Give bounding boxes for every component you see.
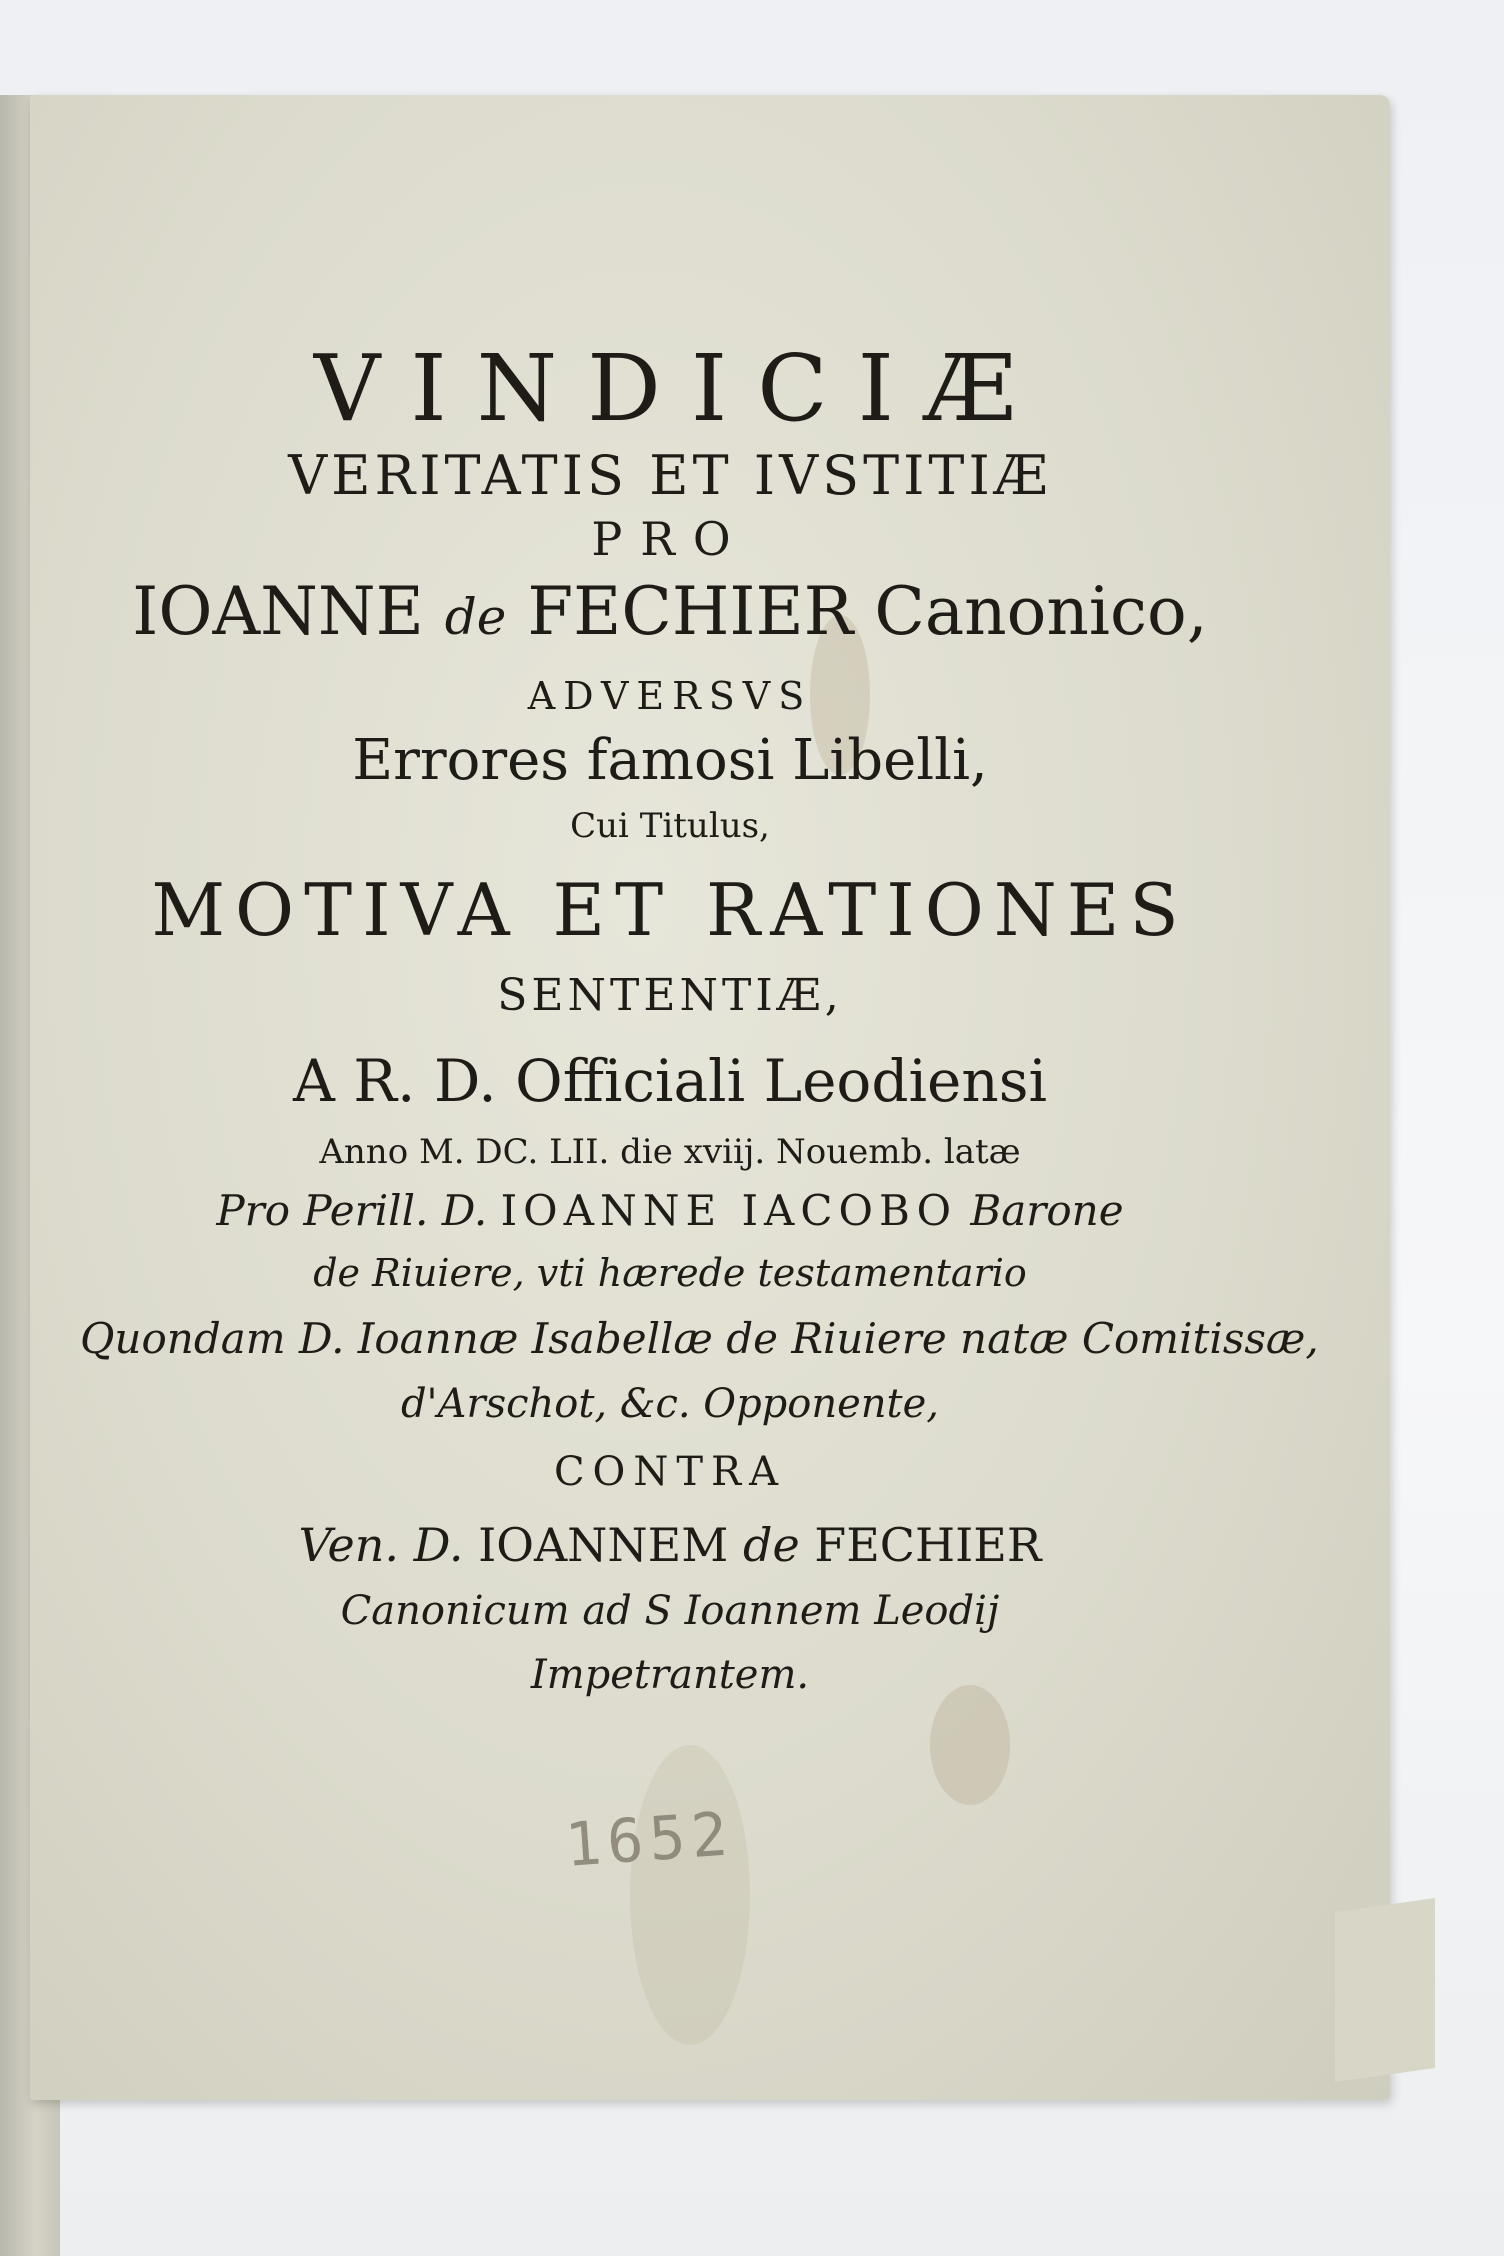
cui-titulus-line: Cui Titulus, xyxy=(570,806,770,846)
name-de: de xyxy=(444,588,507,646)
name-rest: FECHIER Canonico, xyxy=(527,573,1208,650)
riuiere-line: de Riuiere, vti hærede testamentario xyxy=(313,1251,1027,1295)
torn-page-corner xyxy=(1335,1898,1435,2082)
canonicum-line: Canonicum ad S Ioannem Leodij xyxy=(340,1588,1000,1634)
subtitle: VERITATIS ET IVSTITIÆ xyxy=(288,444,1052,507)
ven-a: Ven. D. xyxy=(298,1518,464,1572)
stain xyxy=(630,1745,750,2045)
title-text-block xyxy=(60,335,1319,1708)
impetrantem-line: Impetrantem. xyxy=(530,1652,810,1698)
title-page xyxy=(30,95,1390,2100)
handwritten-year: 1652 xyxy=(562,1799,736,1881)
pro-perill-b: IOANNE IACOBO xyxy=(500,1186,958,1235)
main-title: VINDICIÆ xyxy=(313,335,1047,442)
officiali-line: A R. D. Officiali Leodiensi xyxy=(292,1047,1048,1115)
pro-perill-a: Pro Perill. D. xyxy=(216,1186,488,1235)
name-line xyxy=(60,569,1280,660)
ven-b: IOANNEM xyxy=(478,1518,729,1572)
pro-perill-line xyxy=(60,1180,1280,1242)
pro-line: PRO xyxy=(591,512,749,566)
ven-d: FECHIER xyxy=(814,1518,1042,1572)
pro-perill-c: Barone xyxy=(970,1186,1124,1235)
quondam-line: Quondam D. Ioannæ Isabellæ de Riuiere natæ Comitissæ, xyxy=(80,1314,1319,1363)
name-caps: IOANNE xyxy=(132,573,424,650)
errores-line: Errores famosi Libelli, xyxy=(352,728,988,793)
anno-line: Anno M. DC. LII. die xviij. Nouemb. latæ xyxy=(319,1132,1021,1172)
contra-line: CONTRA xyxy=(553,1449,787,1495)
ven-line xyxy=(60,1510,1280,1580)
motiva-line: MOTIVA ET RATIONES xyxy=(151,868,1189,952)
adversus-line: ADVERSVS xyxy=(527,674,813,718)
ven-c: de xyxy=(743,1518,800,1572)
sententiae-line: SENTENTIÆ, xyxy=(497,970,843,1021)
arschot-line: d'Arschot, &c. Opponente, xyxy=(400,1381,940,1427)
